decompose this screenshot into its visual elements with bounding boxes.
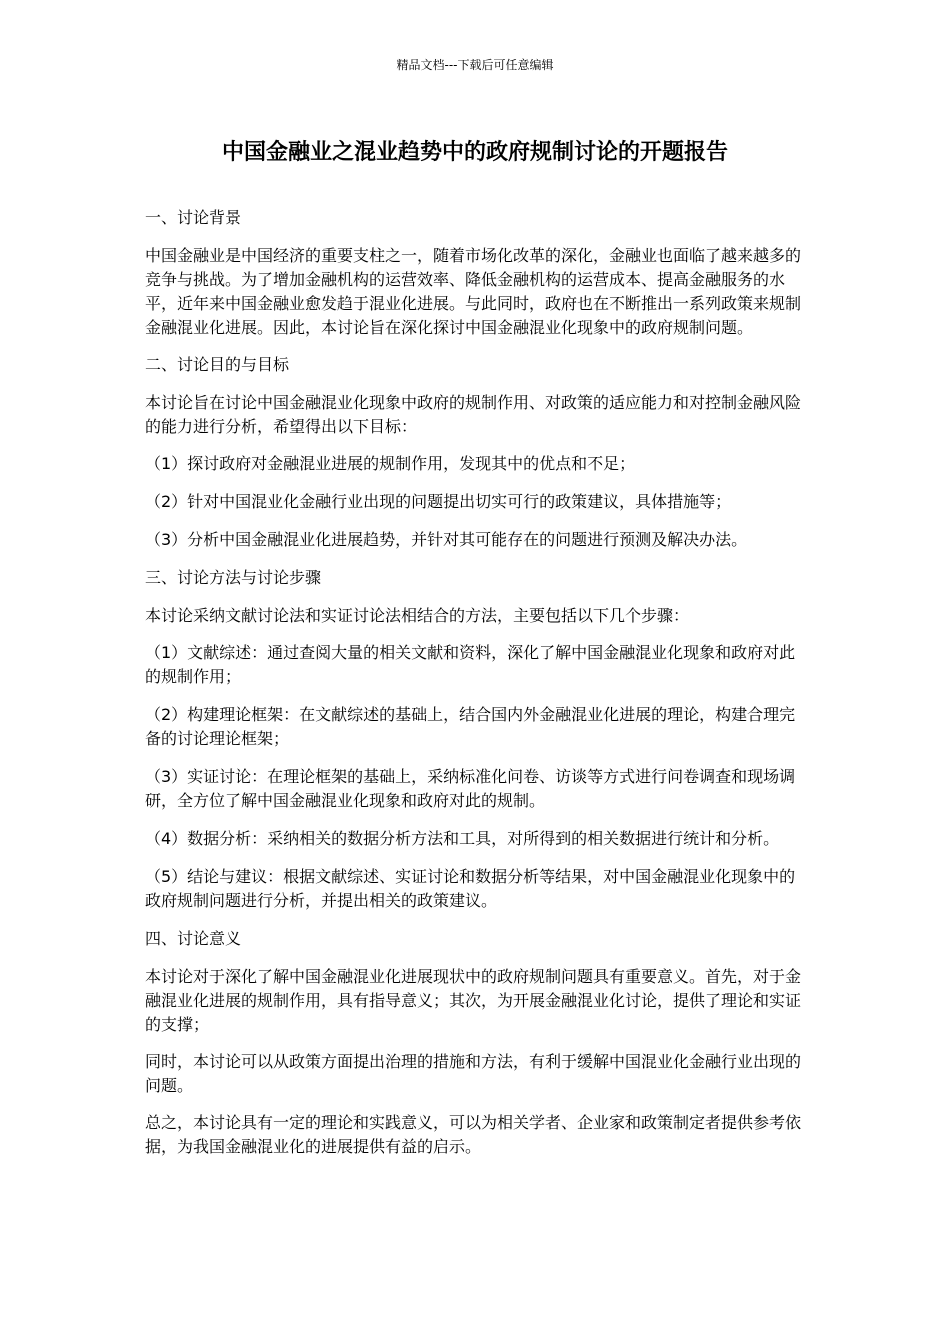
method-step-item: （2）构建理论框架：在文献综述的基础上，结合国内外金融混业化进展的理论，构建合理完备的讨论理论框架；: [145, 705, 796, 748]
method-step-item: （3）实证讨论：在理论框架的基础上，采纳标准化问卷、访谈等方式进行问卷调查和现场调研，全方位了解中国金融混业化现象和政府对此的规制。: [145, 767, 796, 810]
method-step-item: （1）文献综述：通过查阅大量的相关文献和资料，深化了解中国金融混业化现象和政府对此的规制作用；: [145, 643, 796, 686]
section-heading-significance: 四、讨论意义: [145, 929, 242, 948]
section-heading-background: 一、讨论背景: [145, 208, 242, 227]
objective-item: （1）探讨政府对金融混业进展的规制作用，发现其中的优点和不足；: [145, 454, 636, 473]
document-body: [145, 206, 810, 1172]
method-step-item: （5）结论与建议：根据文献综述、实证讨论和数据分析等结果，对中国金融混业化现象中的政府规制问题进行分析，并提出相关的政策建议。: [145, 867, 796, 910]
document-title: 中国金融业之混业趋势中的政府规制讨论的开题报告: [221, 140, 728, 165]
objectives-paragraph: 本讨论旨在讨论中国金融混业化现象中政府的规制作用、对政策的适应能力和对控制金融风险的能力进行分析，希望得出以下目标：: [145, 393, 802, 436]
section-heading-objectives: 二、讨论目的与目标: [145, 355, 290, 374]
methods-paragraph: 本讨论采纳文献讨论法和实证讨论法相结合的方法，主要包括以下几个步骤：: [145, 606, 690, 625]
significance-paragraph: 同时，本讨论可以从政策方面提出治理的措施和方法，有利于缓解中国混业化金融行业出现的问题。: [145, 1052, 802, 1095]
objective-item: （3）分析中国金融混业化进展趋势，并针对其可能存在的问题进行预测及解决办法。: [145, 530, 748, 549]
conclusion-paragraph: 总之，本讨论具有一定的理论和实践意义，可以为相关学者、企业家和政策制定者提供参考依据，为我国金融混业化的进展提供有益的启示。: [145, 1113, 802, 1156]
background-paragraph: 中国金融业是中国经济的重要支柱之一，随着市场化改革的深化，金融业也面临了越来越多的竞争与挑战。为了增加金融机构的运营效率、降低金融机构的运营成本、提高金融服务的水平，近年来中国金融业愈发趋于混业化进展。与此同时，政府也在不断推出一系列政策来规制金融混业化进展。因此，本讨论旨在深化探讨中国金融混业化现象中的政府规制问题。: [145, 246, 802, 337]
header-note: 精品文档---下载后可任意编辑: [396, 58, 554, 72]
objective-item: （2）针对中国混业化金融行业出现的问题提出切实可行的政策建议，具体措施等；: [145, 492, 732, 511]
method-step-item: （4）数据分析：采纳相关的数据分析方法和工具，对所得到的相关数据进行统计和分析。: [145, 829, 780, 848]
section-heading-methods: 三、讨论方法与讨论步骤: [145, 568, 322, 587]
significance-paragraph: 本讨论对于深化了解中国金融混业化进展现状中的政府规制问题具有重要意义。首先，对于金融混业化进展的规制作用，具有指导意义；其次，为开展金融混业化讨论，提供了理论和实证的支撑；: [145, 967, 802, 1034]
